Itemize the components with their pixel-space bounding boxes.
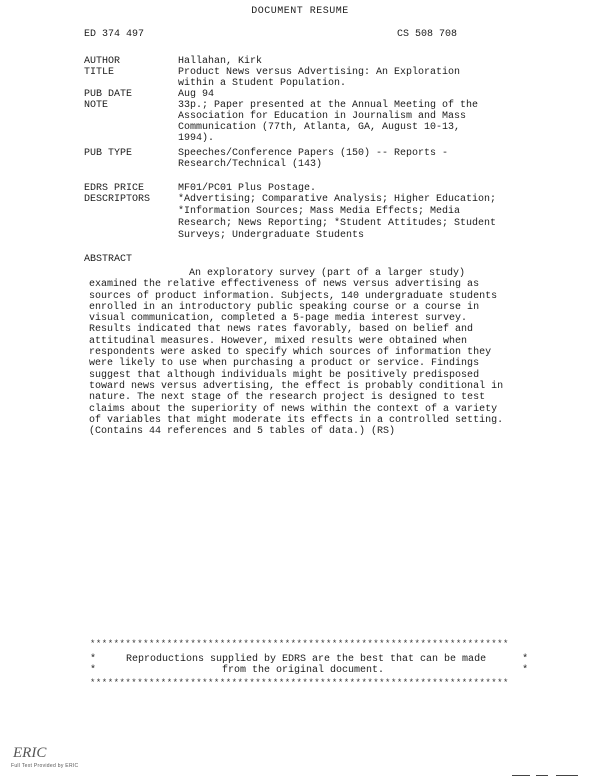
descriptors-value-line4: Surveys; Undergraduate Students: [178, 230, 365, 241]
descriptors-value-line2: *Information Sources; Mass Media Effects; Media: [178, 206, 461, 217]
scan-mark: [556, 775, 578, 776]
abstract-line: claims about the superiority of news within the context of a variety: [89, 403, 498, 415]
title-value-line1: Product News versus Advertising: An Exploration: [178, 67, 461, 78]
ed-number: ED 374 497: [84, 29, 145, 40]
author-value: Hallahan, Kirk: [178, 56, 263, 67]
abstract-line: (Contains 44 references and 5 tables of data.) (RS): [89, 426, 396, 438]
abstract-line: suggest that although individuals might be positively predisposed: [89, 369, 480, 381]
abstract-line: Results indicated that news rates favorably, based on belief and: [89, 324, 474, 336]
title-value-line2: within a Student Population.: [178, 78, 347, 89]
edrs-price-label: EDRS PRICE: [84, 183, 145, 194]
document-resume-header: DOCUMENT RESUME: [251, 6, 349, 17]
scan-mark: [512, 775, 530, 776]
abstract-line: of variables that might moderate its effects in a controlled setting.: [89, 414, 504, 426]
title-label: TITLE: [84, 67, 115, 78]
note-value-line2: Association for Education in Journalism and Mass: [178, 111, 467, 122]
abstract-line: nature. The next stage of the research project is designed to test: [89, 392, 486, 404]
edrs-price-value: MF01/PC01 Plus Postage.: [178, 183, 317, 194]
abstract-line: toward news versus advertising, the effect is probably conditional in: [89, 380, 504, 392]
stars-border-bottom: ***********************************************************************: [90, 678, 509, 688]
eric-logo: [12, 733, 47, 763]
abstract-line: were likely to use when purchasing a product or service. Findings: [89, 358, 480, 370]
cs-number: CS 508 708: [397, 29, 458, 40]
abstract-line: examined the relative effectiveness of news versus advertising as: [89, 279, 480, 291]
descriptors-label: DESCRIPTORS: [84, 194, 151, 205]
abstract-line: visual communication, completed a 5-page media interest survey.: [89, 313, 468, 325]
pub-date-label: PUB DATE: [84, 89, 133, 100]
abstract-heading: ABSTRACT: [84, 254, 133, 265]
abstract-line: respondents were asked to specify which sources of information they: [89, 347, 492, 359]
note-value-line1: 33p.; Paper presented at the Annual Meeting of the: [178, 100, 479, 111]
reproduction-line1: * Reproductions supplied by EDRS are the best that can be made *: [90, 654, 529, 665]
scan-mark: [536, 775, 548, 776]
pub-type-value-line2: Research/Technical (143): [178, 159, 323, 170]
descriptors-value-line3: Research; News Reporting; *Student Attitudes; Student: [178, 218, 497, 229]
pub-type-label: PUB TYPE: [84, 148, 133, 159]
pub-type-value-line1: Speeches/Conference Papers (150) -- Reports -: [178, 148, 449, 159]
note-label: NOTE: [84, 100, 109, 111]
note-value-line3: Communication (77th, Atlanta, GA, August 10-13,: [178, 122, 461, 133]
eric-logo-text: ERIC: [13, 745, 47, 761]
descriptors-value-line1: *Advertising; Comparative Analysis; Higher Education;: [178, 194, 497, 205]
reproduction-line2: * from the original document. *: [90, 665, 529, 676]
abstract-body: [89, 268, 509, 437]
eric-logo-caption: Full Text Provided by ERIC: [11, 763, 79, 769]
abstract-line: attitudinal measures. However, mixed results were obtained when: [89, 335, 468, 347]
pub-date-value: Aug 94: [178, 89, 215, 100]
abstract-line: enrolled in an introductory public speaking course or a course in: [89, 301, 480, 313]
note-value-line4: 1994).: [178, 133, 215, 144]
abstract-line: sources of product information. Subjects, 140 undergraduate students: [89, 290, 498, 302]
stars-border-top: ***********************************************************************: [90, 639, 509, 649]
author-label: AUTHOR: [84, 56, 121, 67]
abstract-line: An exploratory survey (part of a larger study): [189, 268, 466, 279]
